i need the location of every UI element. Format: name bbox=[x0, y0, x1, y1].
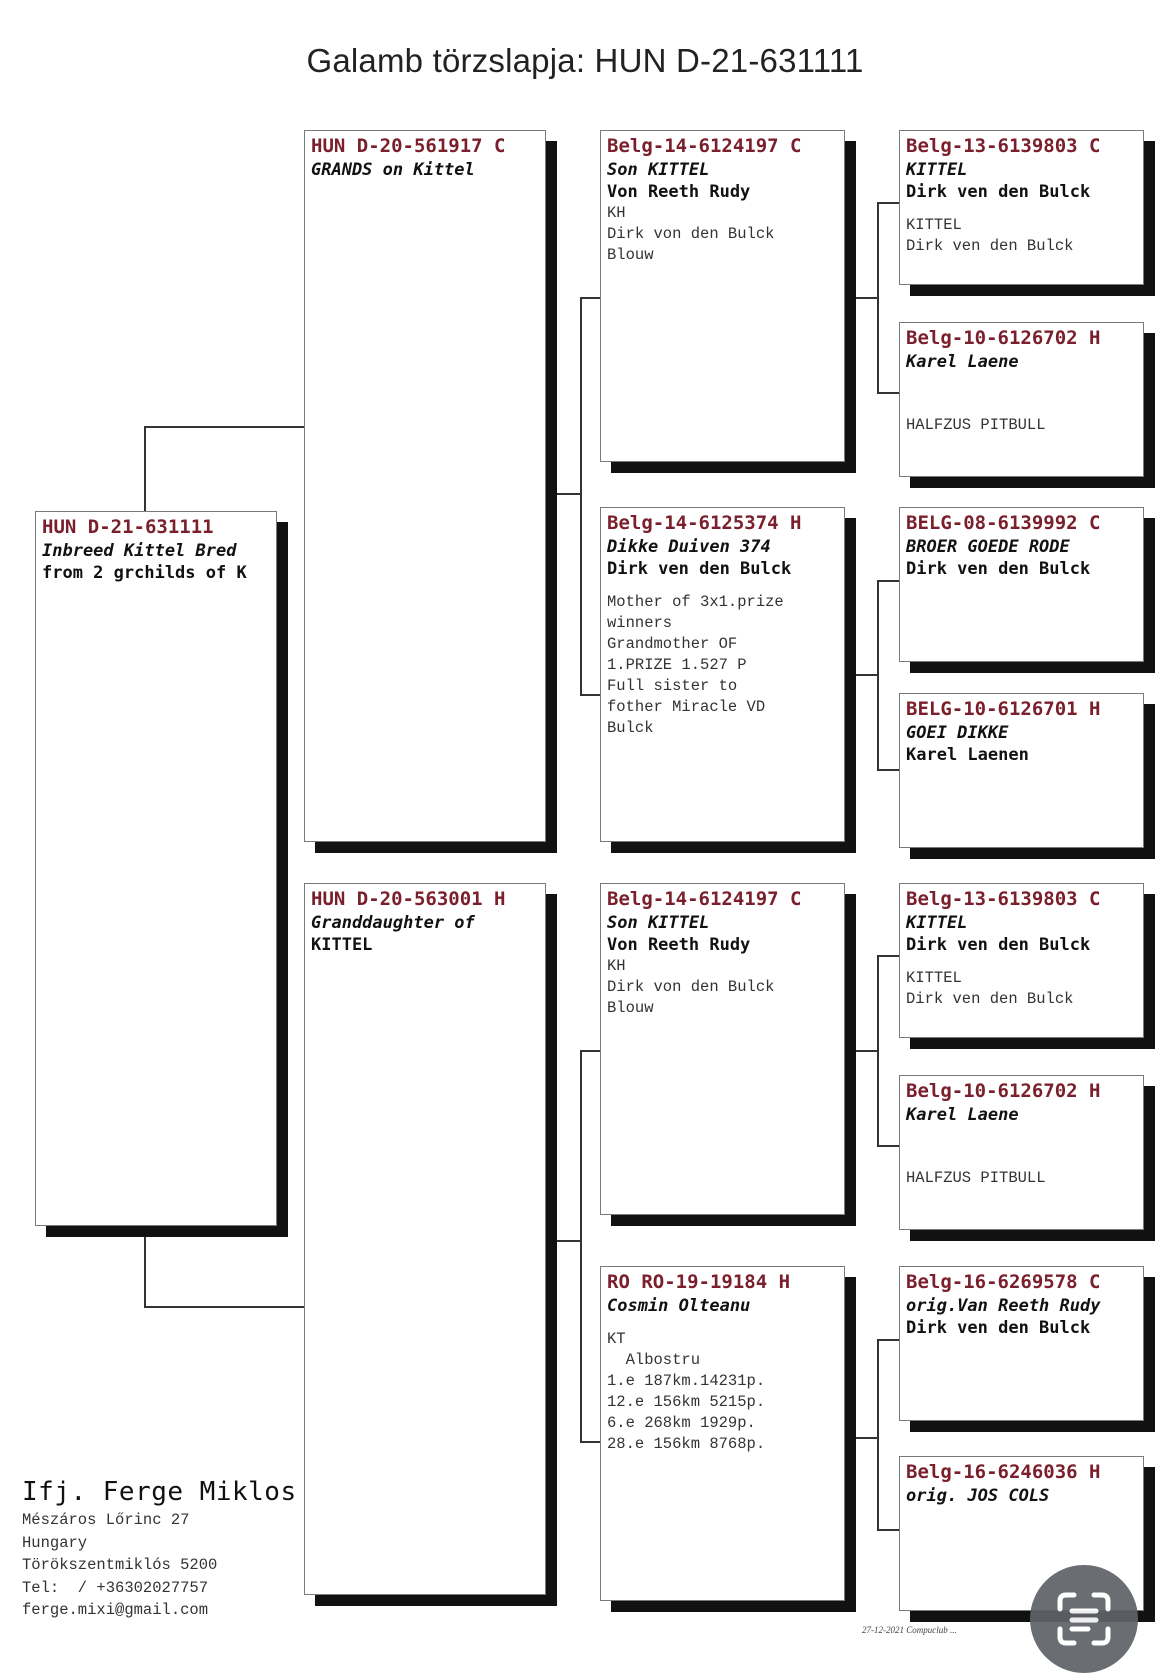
pigeon-card-dam-sire[interactable] bbox=[600, 883, 845, 1215]
pigeon-name: KITTEL bbox=[906, 913, 968, 933]
connector bbox=[580, 1050, 582, 1441]
pigeon-name: BROER GOEDE RODE bbox=[906, 537, 1070, 557]
note-line: KH bbox=[607, 957, 626, 975]
pigeon-name: Inbreed Kittel Bred bbox=[42, 541, 237, 561]
pigeon-card-subject[interactable] bbox=[35, 511, 277, 1226]
connector bbox=[877, 769, 899, 771]
pigeon-card-sdd[interactable] bbox=[899, 693, 1144, 848]
connector bbox=[877, 1145, 899, 1147]
ring-number: BELG-10-6126701 H bbox=[906, 698, 1101, 720]
connector bbox=[580, 694, 600, 696]
ring-number: Belg-14-6125374 H bbox=[607, 512, 802, 534]
connector bbox=[144, 1306, 304, 1308]
connector bbox=[877, 1339, 879, 1529]
note-line: HALFZUS PITBULL bbox=[906, 416, 1046, 434]
ring-number: Belg-14-6124197 C bbox=[607, 888, 802, 910]
pigeon-name: Son KITTEL bbox=[607, 913, 710, 933]
pigeon-name: Granddaughter of bbox=[311, 913, 475, 933]
scan-text-icon bbox=[1030, 1565, 1138, 1673]
connector bbox=[877, 955, 879, 1145]
connector bbox=[144, 426, 146, 511]
ring-number: Belg-13-6139803 C bbox=[906, 888, 1101, 910]
note-line: Mother of 3x1.prize bbox=[607, 593, 784, 611]
connector bbox=[877, 580, 879, 769]
connector bbox=[580, 1050, 600, 1052]
owner-address: Mészáros Lőrinc 27 bbox=[22, 1511, 190, 1529]
pigeon-card-dam[interactable] bbox=[304, 883, 546, 1595]
scan-document-button[interactable] bbox=[1030, 1565, 1138, 1673]
note-line: Dirk von den Bulck bbox=[607, 225, 775, 243]
note-line: Bulck bbox=[607, 719, 654, 737]
note-line: 1.e 187km.14231p. bbox=[607, 1372, 766, 1390]
pigeon-card-dss[interactable] bbox=[899, 883, 1144, 1038]
breeder: Von Reeth Rudy bbox=[607, 182, 751, 202]
pigeon-card-sds[interactable] bbox=[899, 507, 1144, 662]
pigeon-card-sire[interactable] bbox=[304, 130, 546, 842]
note-line: Dirk ven den Bulck bbox=[906, 990, 1074, 1008]
note-line: Grandmother OF bbox=[607, 635, 738, 653]
breeder: Dirk ven den Bulck bbox=[906, 935, 1091, 955]
pigeon-name: Karel Laene bbox=[906, 1105, 1019, 1125]
pigeon-name: Cosmin Olteanu bbox=[607, 1296, 751, 1316]
note-line: KITTEL bbox=[906, 969, 962, 987]
connector bbox=[545, 1240, 580, 1242]
ring-number: Belg-10-6126702 H bbox=[906, 327, 1101, 349]
owner-name: Ifj. Ferge Miklos bbox=[22, 1477, 297, 1507]
connector bbox=[144, 426, 304, 428]
owner-city: Törökszentmiklós 5200 bbox=[22, 1556, 218, 1574]
note-line: KT bbox=[607, 1330, 626, 1348]
ring-number: Belg-16-6246036 H bbox=[906, 1461, 1101, 1483]
connector bbox=[845, 1050, 877, 1052]
note-line: KITTEL bbox=[906, 216, 962, 234]
pigeon-name: Dikke Duiven 374 bbox=[607, 537, 771, 557]
breeder: Dirk ven den Bulck bbox=[906, 182, 1091, 202]
note-line: Albostru bbox=[607, 1351, 701, 1369]
ring-number: BELG-08-6139992 C bbox=[906, 512, 1101, 534]
owner-info bbox=[22, 1475, 297, 1622]
pigeon-card-dsd[interactable] bbox=[899, 1075, 1144, 1230]
ring-number: Belg-10-6126702 H bbox=[906, 1080, 1101, 1102]
note-line: Full sister to bbox=[607, 677, 738, 695]
connector bbox=[845, 297, 877, 299]
ring-number: HUN D-20-563001 H bbox=[311, 888, 506, 910]
note-line: 28.e 156km 8768p. bbox=[607, 1435, 766, 1453]
pigeon-card-sire-dam[interactable] bbox=[600, 507, 845, 842]
note-line: Dirk ven den Bulck bbox=[906, 237, 1074, 255]
connector bbox=[545, 493, 580, 495]
pigeon-name: GOEI DIKKE bbox=[906, 723, 1009, 743]
pigeon-card-sss[interactable] bbox=[899, 130, 1144, 285]
connector bbox=[877, 202, 879, 392]
pigeon-card-dds[interactable] bbox=[899, 1266, 1144, 1421]
pigeon-name: KITTEL bbox=[906, 160, 968, 180]
ring-number: Belg-14-6124197 C bbox=[607, 135, 802, 157]
note-line: winners bbox=[607, 614, 673, 632]
connector bbox=[580, 297, 600, 299]
pigeon-card-sire-sire[interactable] bbox=[600, 130, 845, 462]
pigeon-name: GRANDS on Kittel bbox=[311, 160, 475, 180]
ring-number: Belg-13-6139803 C bbox=[906, 135, 1101, 157]
connector bbox=[877, 202, 899, 204]
breeder: Karel Laenen bbox=[906, 745, 1029, 765]
note-line: 12.e 156km 5215p. bbox=[607, 1393, 766, 1411]
breeder: Von Reeth Rudy bbox=[607, 935, 751, 955]
note-line: fother Miracle VD bbox=[607, 698, 766, 716]
note-line: Blouw bbox=[607, 999, 654, 1017]
pigeon-card-ssd[interactable] bbox=[899, 322, 1144, 477]
pigeon-card-dam-dam[interactable] bbox=[600, 1266, 845, 1601]
connector bbox=[877, 580, 899, 582]
pigeon-name: orig. JOS COLS bbox=[906, 1486, 1050, 1506]
connector bbox=[580, 297, 582, 694]
connector bbox=[877, 392, 899, 394]
pigeon-name: Son KITTEL bbox=[607, 160, 710, 180]
connector bbox=[877, 1529, 899, 1531]
connector bbox=[144, 1231, 146, 1306]
breeder: KITTEL bbox=[311, 935, 373, 955]
note-line: 1.PRIZE 1.527 P bbox=[607, 656, 747, 674]
connector bbox=[877, 1339, 899, 1341]
ring-number: RO RO-19-19184 H bbox=[607, 1271, 791, 1293]
note-line: KH bbox=[607, 204, 626, 222]
connector bbox=[580, 1441, 600, 1443]
ring-number: HUN D-20-561917 C bbox=[311, 135, 506, 157]
pigeon-name: orig.Van Reeth Rudy bbox=[906, 1296, 1101, 1316]
note-line: 6.e 268km 1929p. bbox=[607, 1414, 756, 1432]
breeder: Dirk ven den Bulck bbox=[607, 559, 792, 579]
ring-number: HUN D-21-631111 bbox=[42, 516, 214, 538]
ring-number: Belg-16-6269578 C bbox=[906, 1271, 1101, 1293]
note-line: Dirk von den Bulck bbox=[607, 978, 775, 996]
owner-country: Hungary bbox=[22, 1533, 88, 1552]
page-title: Galamb törzslapja: HUN D-21-631111 bbox=[306, 42, 864, 79]
breeder: Dirk ven den Bulck bbox=[906, 559, 1091, 579]
connector bbox=[877, 955, 899, 957]
connector bbox=[845, 674, 877, 676]
breeder: from 2 grchilds of K bbox=[42, 563, 247, 583]
owner-phone: Tel: / +36302027757 bbox=[22, 1578, 209, 1597]
note-line: HALFZUS PITBULL bbox=[906, 1169, 1046, 1187]
owner-email: ferge.mixi@gmail.com bbox=[22, 1601, 209, 1619]
connector bbox=[845, 1437, 877, 1439]
note-line: Blouw bbox=[607, 246, 654, 264]
breeder: Dirk ven den Bulck bbox=[906, 1318, 1091, 1338]
print-footer: 27-12-2021 Compuclub ... bbox=[862, 1625, 957, 1635]
pigeon-name: Karel Laene bbox=[906, 352, 1019, 372]
